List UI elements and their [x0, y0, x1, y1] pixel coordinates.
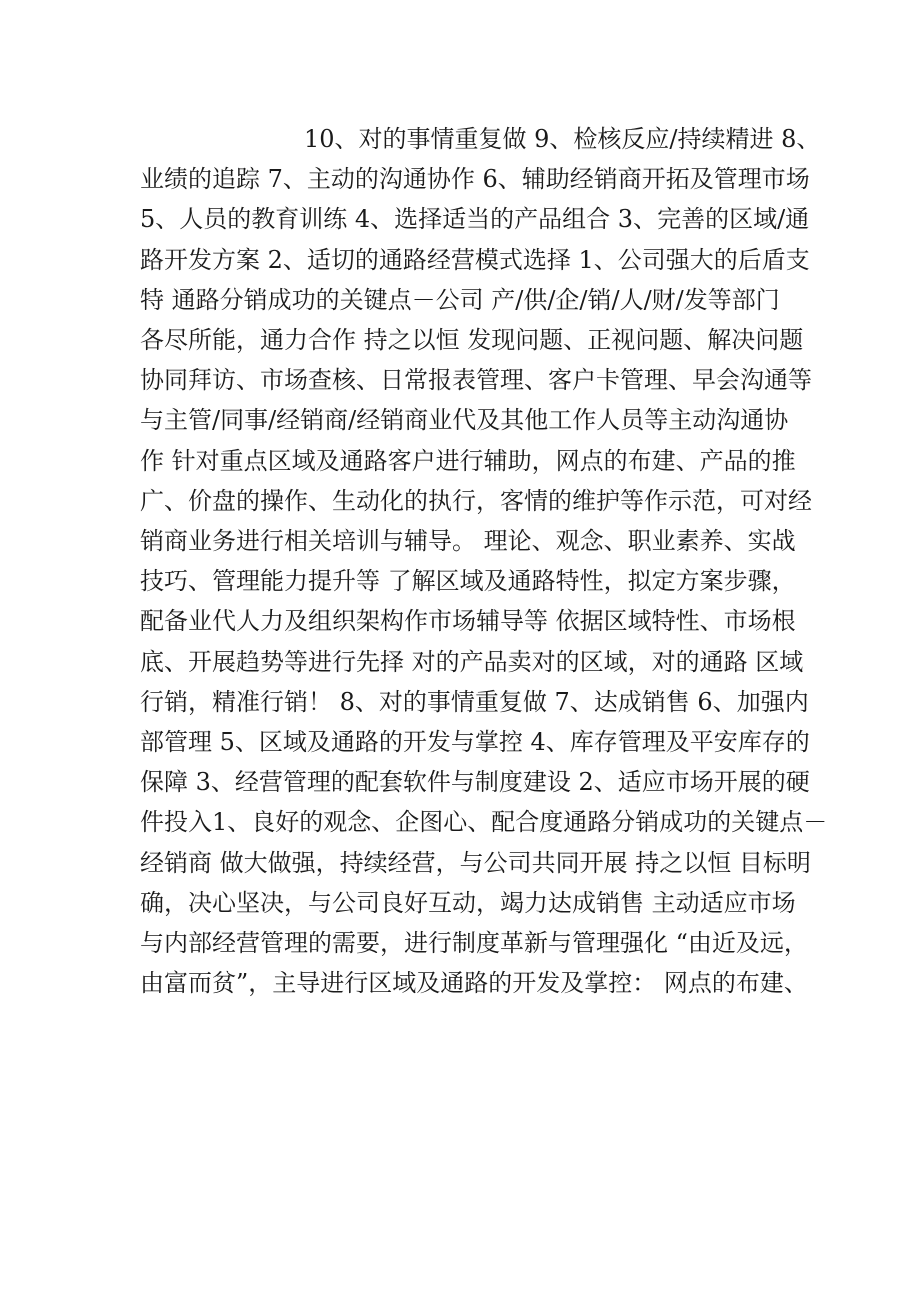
document-body: [140, 119, 828, 1003]
text-line: 件投入1、良好的观念、企图心、配合度通路分销成功的关键点－: [140, 808, 828, 837]
text-line: 经销商 做大做强，持续经营，与公司共同开展 持之以恒 目标明: [140, 848, 811, 877]
text-line: 各尽所能，通力合作 持之以恒 发现问题、正视问题、解决问题: [140, 326, 804, 355]
text-line: 配备业代人力及组织架构作市场辅导等 依据区域特性、市场根: [140, 607, 796, 636]
text-line: 特 通路分销成功的关键点－公司 产/供/企/销/人/财/发等部门: [140, 285, 780, 314]
text-line: 10、对的事情重复做 9、检核反应/持续精进 8、: [304, 125, 821, 153]
text-line: 确，决心坚决，与公司良好互动，竭力达成销售 主动适应市场: [140, 888, 796, 917]
text-line: 与主管/同事/经销商/经销商业代及其他工作人员等主动沟通协: [140, 406, 789, 435]
text-line: 路开发方案 2、适切的通路经营模式选择 1、公司强大的后盾支: [140, 245, 810, 274]
text-line: 作 针对重点区域及通路客户进行辅助，网点的布建、产品的推: [140, 446, 796, 475]
text-line: 广、价盘的操作、生动化的执行，客情的维护等作示范，可对经: [140, 486, 812, 515]
text-line: 5、人员的教育训练 4、选择适当的产品组合 3、完善的区域/通: [140, 205, 810, 234]
text-line: 由富而贫”，主导进行区域及通路的开发及掌控： 网点的布建、: [140, 969, 808, 998]
text-line: 销商业务进行相关培训与辅导。 理论、观念、职业素养、实战: [140, 527, 796, 556]
text-line: 底、开展趋势等进行先择 对的产品卖对的区域，对的通路 区域: [140, 647, 804, 676]
text-line: 部管理 5、区域及通路的开发与掌控 4、库存管理及平安库存的: [140, 728, 810, 757]
text-line: 技巧、管理能力提升等 了解区域及通路特性，拟定方案步骤，: [140, 567, 796, 596]
text-line: 保障 3、经营管理的配套软件与制度建设 2、适应市场开展的硬: [140, 768, 810, 797]
text-line: 业绩的追踪 7、主动的沟通协作 6、辅助经销商开拓及管理市场: [140, 165, 810, 194]
text-line: 行销，精准行销！ 8、对的事情重复做 7、达成销售 6、加强内: [140, 687, 809, 716]
text-line: 与内部经营管理的需要，进行制度革新与管理强化 “由近及远，: [140, 929, 808, 958]
text-line: 协同拜访、市场查核、日常报表管理、客户卡管理、早会沟通等: [140, 366, 812, 395]
